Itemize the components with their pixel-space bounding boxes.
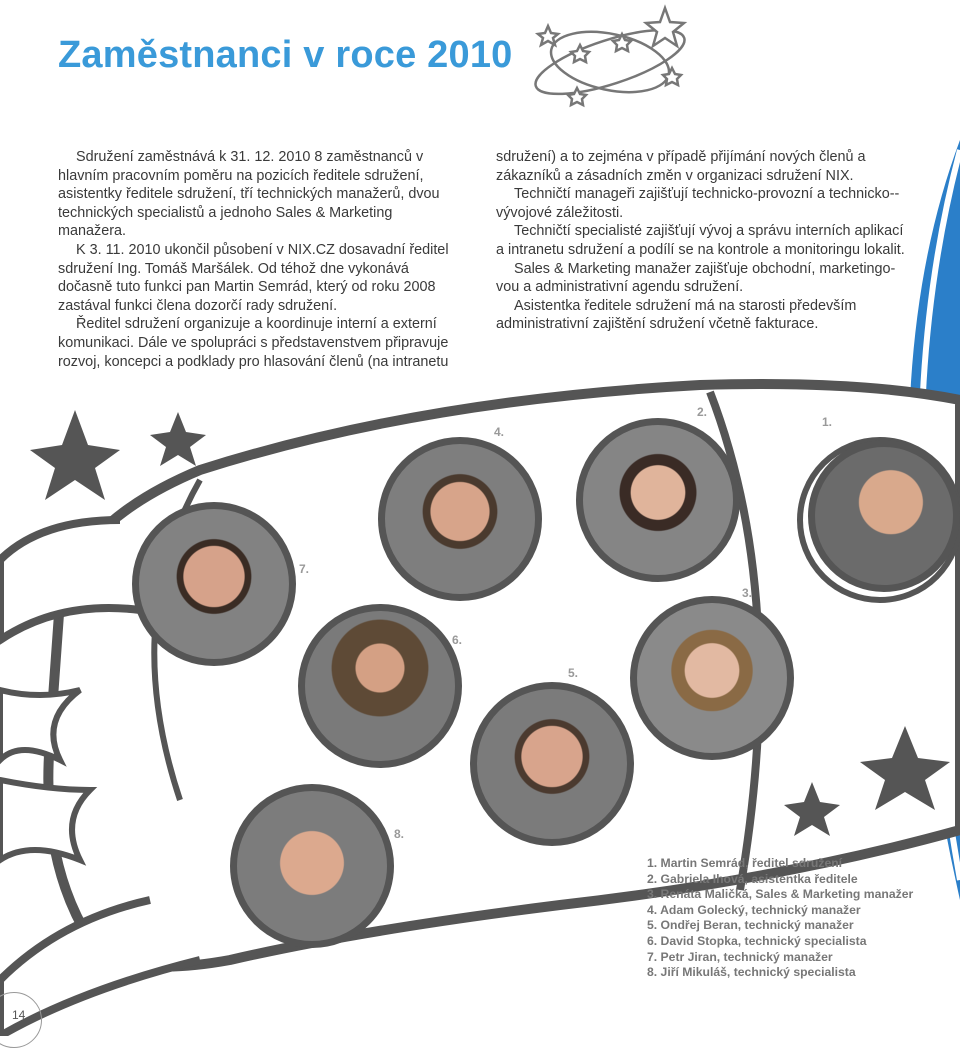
star-icon (30, 410, 120, 500)
paragraph: Techničtí manageři zajišťují technicko-provozní a technicko--vývojové záležitosti. (496, 186, 900, 221)
legend-item: 3. Renáta Maličká, Sales & Marketing manažer (647, 887, 914, 902)
staff-legend (647, 856, 913, 981)
photo-number: 2. (697, 405, 708, 419)
text-column-left (58, 148, 453, 371)
orbit-stars-logo (529, 8, 691, 107)
paragraph: Sales & Marketing manažer zajišťuje obchodní, marketingo-vou a administrativní agendu sdružení. (496, 260, 896, 296)
portrait-photo-1 (808, 440, 960, 592)
photo-number: 6. (452, 633, 463, 647)
photo-number: 4. (494, 425, 505, 439)
photo-number: 8. (394, 827, 405, 841)
legend-item: 1. Martin Semrád, ředitel sdružení (647, 856, 843, 870)
paragraph: Techničtí specialisté zajišťují vývoj a správu interních aplikací a intranetu sdružení a podílí se na kontrole a monitoringu lokalit. (496, 223, 905, 258)
legend-item: 5. Ondřej Beran, technický manažer (647, 918, 854, 933)
portrait-photo-6 (298, 604, 462, 768)
photo-number: 7. (299, 562, 310, 576)
legend-item: 2. Gabriela Ihová, asistentka ředitele (647, 871, 858, 886)
page-number: 14 (12, 1008, 26, 1022)
text-column-right (496, 148, 906, 334)
paragraph: Asistentka ředitele sdružení má na starosti především administrativní zajištění sdružení včetně fakturace. (496, 297, 857, 333)
legend-item: 7. Petr Jiran, technický manažer (647, 949, 833, 964)
star-icon (150, 412, 206, 466)
page-title: Zaměstnanci v roce 2010 (58, 34, 513, 76)
portrait-photo-7 (132, 502, 296, 666)
photo-number: 5. (568, 666, 579, 680)
paragraph: sdružení) a to zejména v případě přijímání nových členů a zákazníků a zásadních změn v organizaci sdružení NIX. (496, 149, 866, 184)
legend-item: 4. Adam Golecký, technický manažer (647, 902, 861, 917)
portrait-photo-5 (470, 682, 634, 846)
paragraph: K 3. 11. 2010 ukončil působení v NIX.CZ dosavadní ředitel sdružení Ing. Tomáš Maršálek. Od téhož dne vykonává dočasně tuto funkci pan Martin Semrád, který od roku 2008 zastával funkci člena dozorčí rady sdružení. (58, 241, 449, 314)
paragraph: Sdružení zaměstnává k 31. 12. 2010 8 zaměstnanců v hlavním pracovním poměru na pozicích ředitele sdružení, asistentky ředitele sdružení, tří technických manažerů, dvou technických specialistů a jednoho Sales & Marketing manažera. (58, 149, 440, 240)
photo-number: 1. (822, 415, 833, 429)
photo-number: 3. (742, 586, 753, 600)
portrait-photo-2 (576, 418, 740, 582)
legend-item: 6. David Stopka, technický specialista (647, 933, 867, 948)
portrait-photo-4 (378, 437, 542, 601)
portrait-photo-3 (630, 596, 794, 760)
legend-item: 8. Jiří Mikuláš, technický specialista (647, 965, 856, 980)
portrait-photo-8 (230, 784, 394, 948)
paragraph: Ředitel sdružení organizuje a koordinuje interní a externí komunikaci. Dále ve spolupráci s představenstvem připravuje rozvoj, koncepci a podklady pro hlasování členů (na intranetu (58, 316, 449, 370)
